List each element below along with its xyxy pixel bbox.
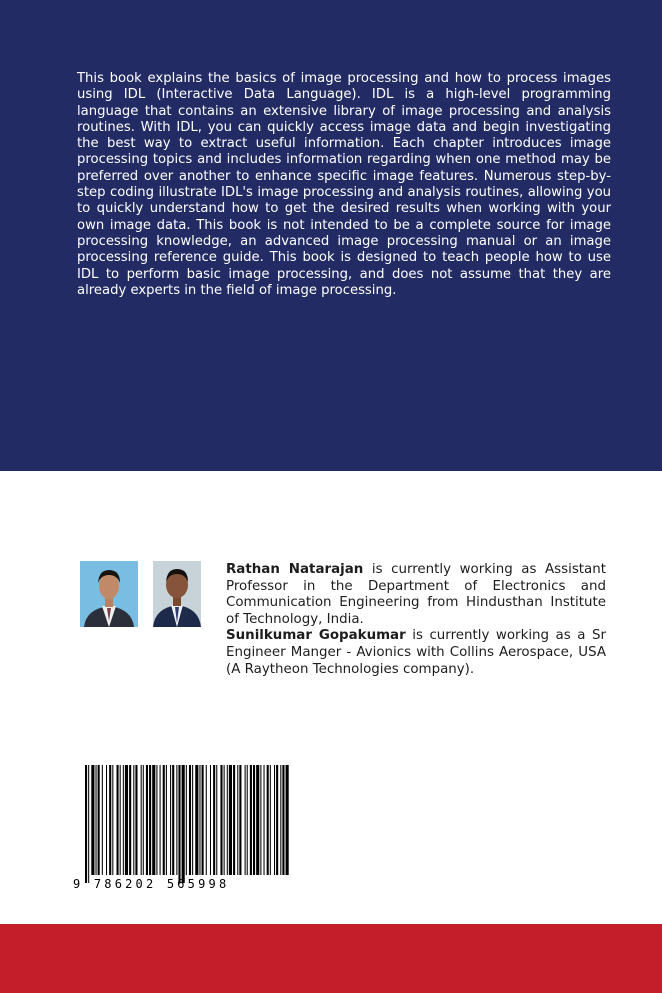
author-name-2: Sunilkumar Gopakumar xyxy=(226,628,406,644)
barcode-bar xyxy=(106,765,107,875)
barcode-bar xyxy=(237,765,238,875)
book-description: This book explains the basics of image processing and how to process images using IDL (Interactive Data Language). IDL is a high-level programming language that contains an extensive library of image processing and analysis routines. With IDL, you can quickly access image data and begin investigating the best way to extract useful information. Each chapter introduces image processing topics and includes information regarding when one method may be preferred over another to enhance specific image features. Numerous step-by-step coding illustrate IDL's image processing and analysis routines, allowing you to quickly understand how to get the desired results when working with your own image data. This book is not intended to be a complete source for image processing knowledge, an advanced image processing manual or an image processing reference guide. This book is designed to teach people how to use IDL to perform basic image processing, and does not assume that they are already experts in the field of image processing. xyxy=(77,71,611,298)
barcode-bar xyxy=(178,765,180,883)
isbn-barcode xyxy=(73,763,291,893)
barcode-bar xyxy=(120,765,121,875)
barcode-bar xyxy=(256,765,259,875)
barcode-bar xyxy=(202,765,204,875)
barcode-bar xyxy=(239,765,241,875)
barcode-bar xyxy=(98,765,100,875)
barcode-bar xyxy=(270,765,271,875)
barcode-bar xyxy=(247,765,248,875)
barcode-bar xyxy=(88,765,89,883)
barcode-bar xyxy=(245,765,246,875)
barcode-bar xyxy=(172,765,174,875)
bottom-color-band xyxy=(0,924,662,993)
barcode-bar xyxy=(206,765,207,875)
barcode-bar xyxy=(170,765,171,875)
barcode-bar xyxy=(143,765,144,875)
barcode-bar xyxy=(160,765,161,875)
barcode-bar xyxy=(260,765,261,875)
barcode-bar xyxy=(112,765,113,875)
barcode-bar xyxy=(229,765,232,875)
barcode-bar xyxy=(182,765,185,883)
barcode-bar xyxy=(267,765,269,875)
barcode-bar xyxy=(216,765,217,875)
barcode-bar xyxy=(224,765,225,875)
barcode-bar xyxy=(102,765,103,875)
barcode-bar xyxy=(156,765,157,875)
barcode-bar xyxy=(146,765,148,875)
barcode-bar xyxy=(96,765,97,875)
author-bio-1 xyxy=(226,562,606,628)
barcode-bar xyxy=(210,765,211,875)
barcode-bar xyxy=(176,765,177,875)
barcode-bar xyxy=(186,765,187,875)
barcode-bar xyxy=(280,765,281,875)
barcode-bar xyxy=(199,765,200,875)
author-name-1: Rathan Natarajan xyxy=(226,562,364,577)
barcode-bar xyxy=(220,765,222,875)
barcode-bar xyxy=(276,765,278,875)
barcode-bar xyxy=(264,765,265,875)
barcode-bar xyxy=(213,765,215,875)
author-bio-text-1: is currently working as Assistant Professor in the Department of Electronics and Communication Engineering from Hindusthan Institute of Technology, India. xyxy=(226,562,606,627)
barcode-bar xyxy=(227,765,228,875)
isbn-digits: 9 786202 565998 xyxy=(73,877,230,891)
barcode-bar xyxy=(250,765,252,875)
barcode-bar xyxy=(133,765,134,875)
barcode-bar xyxy=(233,765,235,875)
author-bio-2 xyxy=(226,628,606,678)
barcode-bar xyxy=(195,765,198,875)
barcode-bar xyxy=(85,765,87,883)
author-photo-1 xyxy=(80,561,138,627)
barcode-bar xyxy=(149,765,151,875)
author-photo-2 xyxy=(153,561,201,627)
author-bio-text-2: is currently working as a Sr Engineer Manger - Avionics with Collins Aerospace, USA (A Raytheon Technologies company). xyxy=(226,628,606,677)
barcode-bar xyxy=(286,765,289,875)
barcode-bar xyxy=(163,765,165,875)
barcode-bar xyxy=(192,765,193,875)
barcode-bar xyxy=(129,765,131,875)
barcode-bar xyxy=(91,765,94,875)
barcode-bar xyxy=(282,765,284,875)
barcode-bar xyxy=(152,765,155,875)
barcode-bar xyxy=(125,765,128,875)
barcode-bar xyxy=(141,765,142,875)
barcode-bar xyxy=(274,765,275,875)
barcode-bar xyxy=(189,765,191,875)
barcode-bar xyxy=(109,765,111,875)
barcode-bar xyxy=(166,765,167,875)
barcode-bar xyxy=(135,765,137,875)
barcode-bar xyxy=(117,765,119,875)
barcode-bar xyxy=(253,765,255,875)
author-bios xyxy=(226,562,606,678)
barcode-bar xyxy=(123,765,124,875)
